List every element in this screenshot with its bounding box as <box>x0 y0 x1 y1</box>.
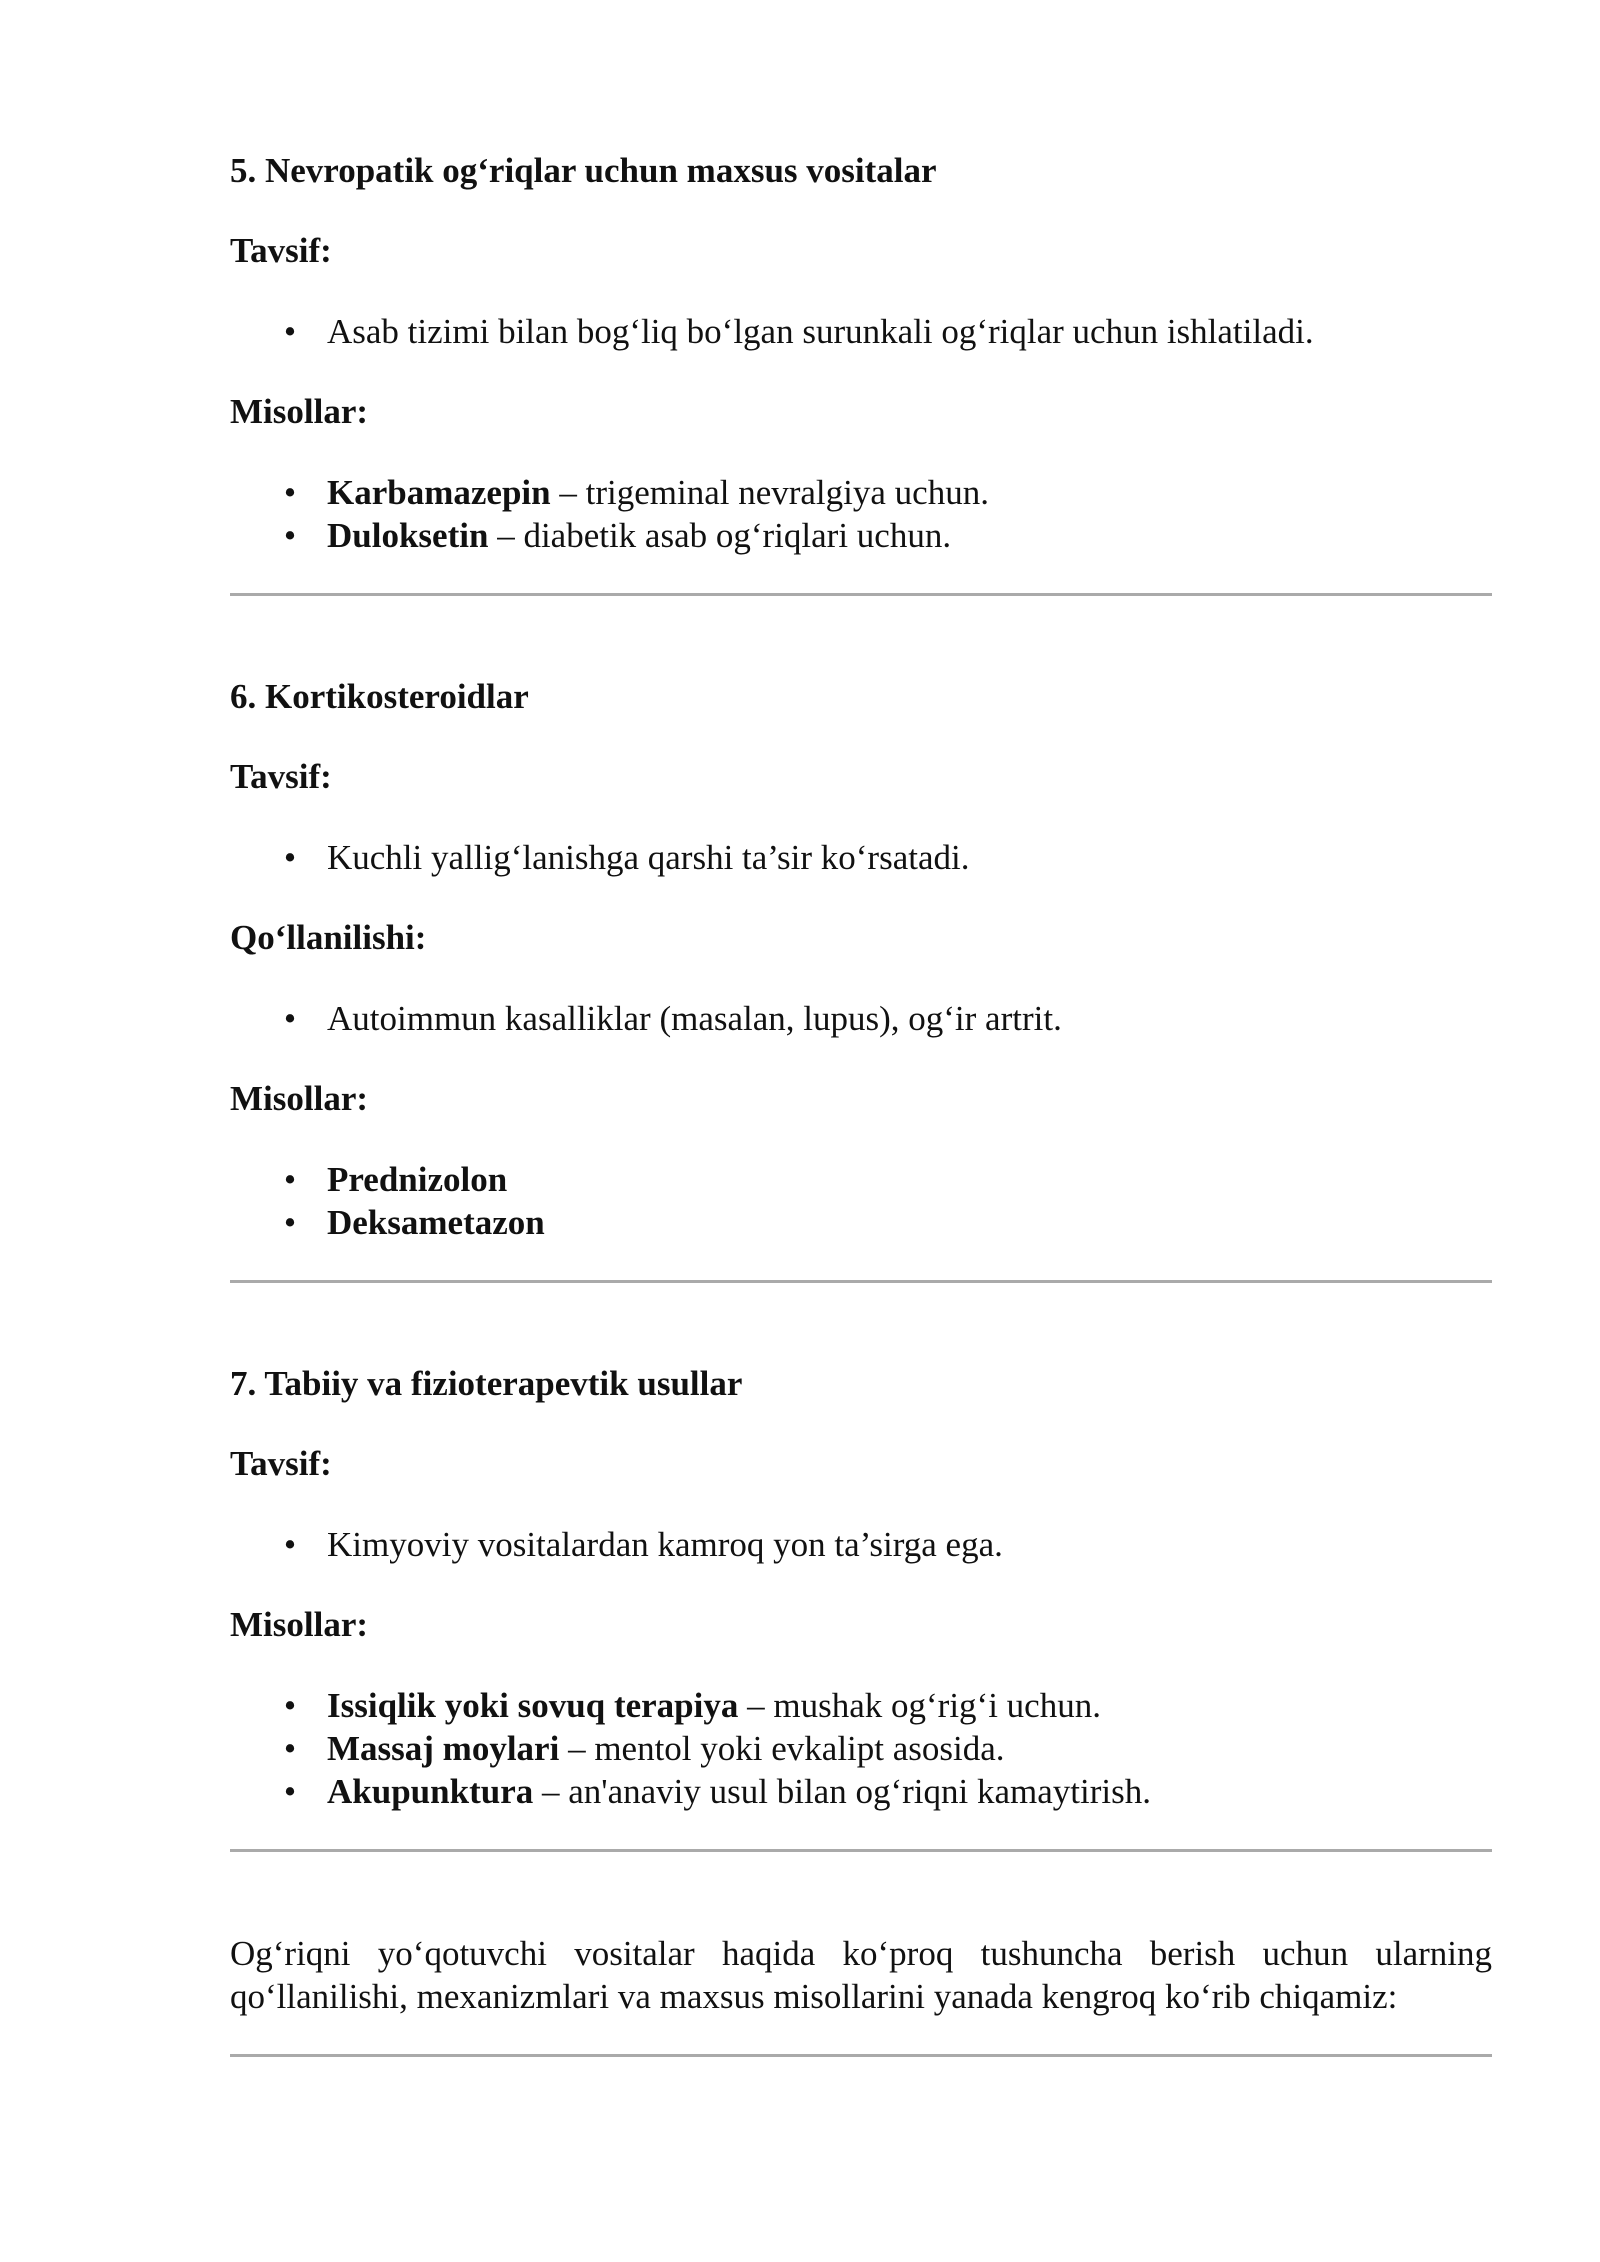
bullet-glyph: • <box>283 1686 297 1725</box>
section-title: 7. Tabiiy va fizioterapevtik usullar <box>230 1364 743 1403</box>
document-page <box>230 150 1492 2057</box>
section-5 <box>230 150 1492 557</box>
section-6 <box>230 676 1492 1244</box>
bullet-glyph: • <box>283 516 297 555</box>
sub-heading-tavsif: Tavsif: <box>230 757 332 796</box>
horizontal-divider <box>230 593 1492 596</box>
horizontal-divider <box>230 1280 1492 1283</box>
list-item: • Issiqlik yoki sovuq terapiya – mushak og‘rig‘i uchun. <box>230 1684 1492 1727</box>
bullet-glyph: • <box>283 1772 297 1811</box>
list-item: • Kuchli yallig‘lanishga qarshi ta’sir ko‘rsatadi. <box>230 836 1492 879</box>
bullet-list <box>230 997 1492 1040</box>
bullet-list <box>230 471 1492 557</box>
bullet-glyph: • <box>283 1203 297 1242</box>
list-item: • Karbamazepin – trigeminal nevralgiya uchun. <box>230 471 1492 514</box>
bullet-list <box>230 1158 1492 1244</box>
bullet-glyph: • <box>283 312 297 351</box>
section-title: 5. Nevropatik og‘riqlar uchun maxsus vositalar <box>230 151 937 190</box>
list-item: • Akupunktura – an'anaviy usul bilan og‘riqni kamaytirish. <box>230 1770 1492 1813</box>
bullet-glyph: • <box>283 1525 297 1564</box>
list-item: • Prednizolon <box>230 1158 1492 1201</box>
list-item: • Deksametazon <box>230 1201 1492 1244</box>
horizontal-divider <box>230 2054 1492 2057</box>
closing-paragraph: Og‘riqni yo‘qotuvchi vositalar haqida ko‘proq tushuncha berish uchun ularning qo‘llanilishi, mexanizmlari va maxsus misollarini yanada kengroq ko‘rib chiqamiz: <box>230 1934 1492 2016</box>
sub-heading-misollar: Misollar: <box>230 1605 369 1644</box>
bullet-glyph: • <box>283 838 297 877</box>
sub-heading-misollar: Misollar: <box>230 1079 369 1118</box>
bullet-list <box>230 836 1492 879</box>
list-item: • Duloksetin – diabetik asab og‘riqlari uchun. <box>230 514 1492 557</box>
sub-heading-misollar: Misollar: <box>230 392 369 431</box>
section-title: 6. Kortikosteroidlar <box>230 677 529 716</box>
bullet-list <box>230 1684 1492 1813</box>
section-7 <box>230 1363 1492 1813</box>
list-item: • Massaj moylari – mentol yoki evkalipt asosida. <box>230 1727 1492 1770</box>
bullet-glyph: • <box>283 1160 297 1199</box>
bullet-glyph: • <box>283 999 297 1038</box>
bullet-glyph: • <box>283 1729 297 1768</box>
list-item: • Kimyoviy vositalardan kamroq yon ta’sirga ega. <box>230 1523 1492 1566</box>
bullet-list <box>230 1523 1492 1566</box>
bullet-glyph: • <box>283 473 297 512</box>
sub-heading-qollanilishi: Qo‘llanilishi: <box>230 918 427 957</box>
list-item: • Autoimmun kasalliklar (masalan, lupus), og‘ir artrit. <box>230 997 1492 1040</box>
sub-heading-tavsif: Tavsif: <box>230 231 332 270</box>
sub-heading-tavsif: Tavsif: <box>230 1444 332 1483</box>
horizontal-divider <box>230 1849 1492 1852</box>
bullet-list <box>230 310 1492 353</box>
list-item: • Asab tizimi bilan bog‘liq bo‘lgan surunkali og‘riqlar uchun ishlatiladi. <box>230 310 1492 353</box>
